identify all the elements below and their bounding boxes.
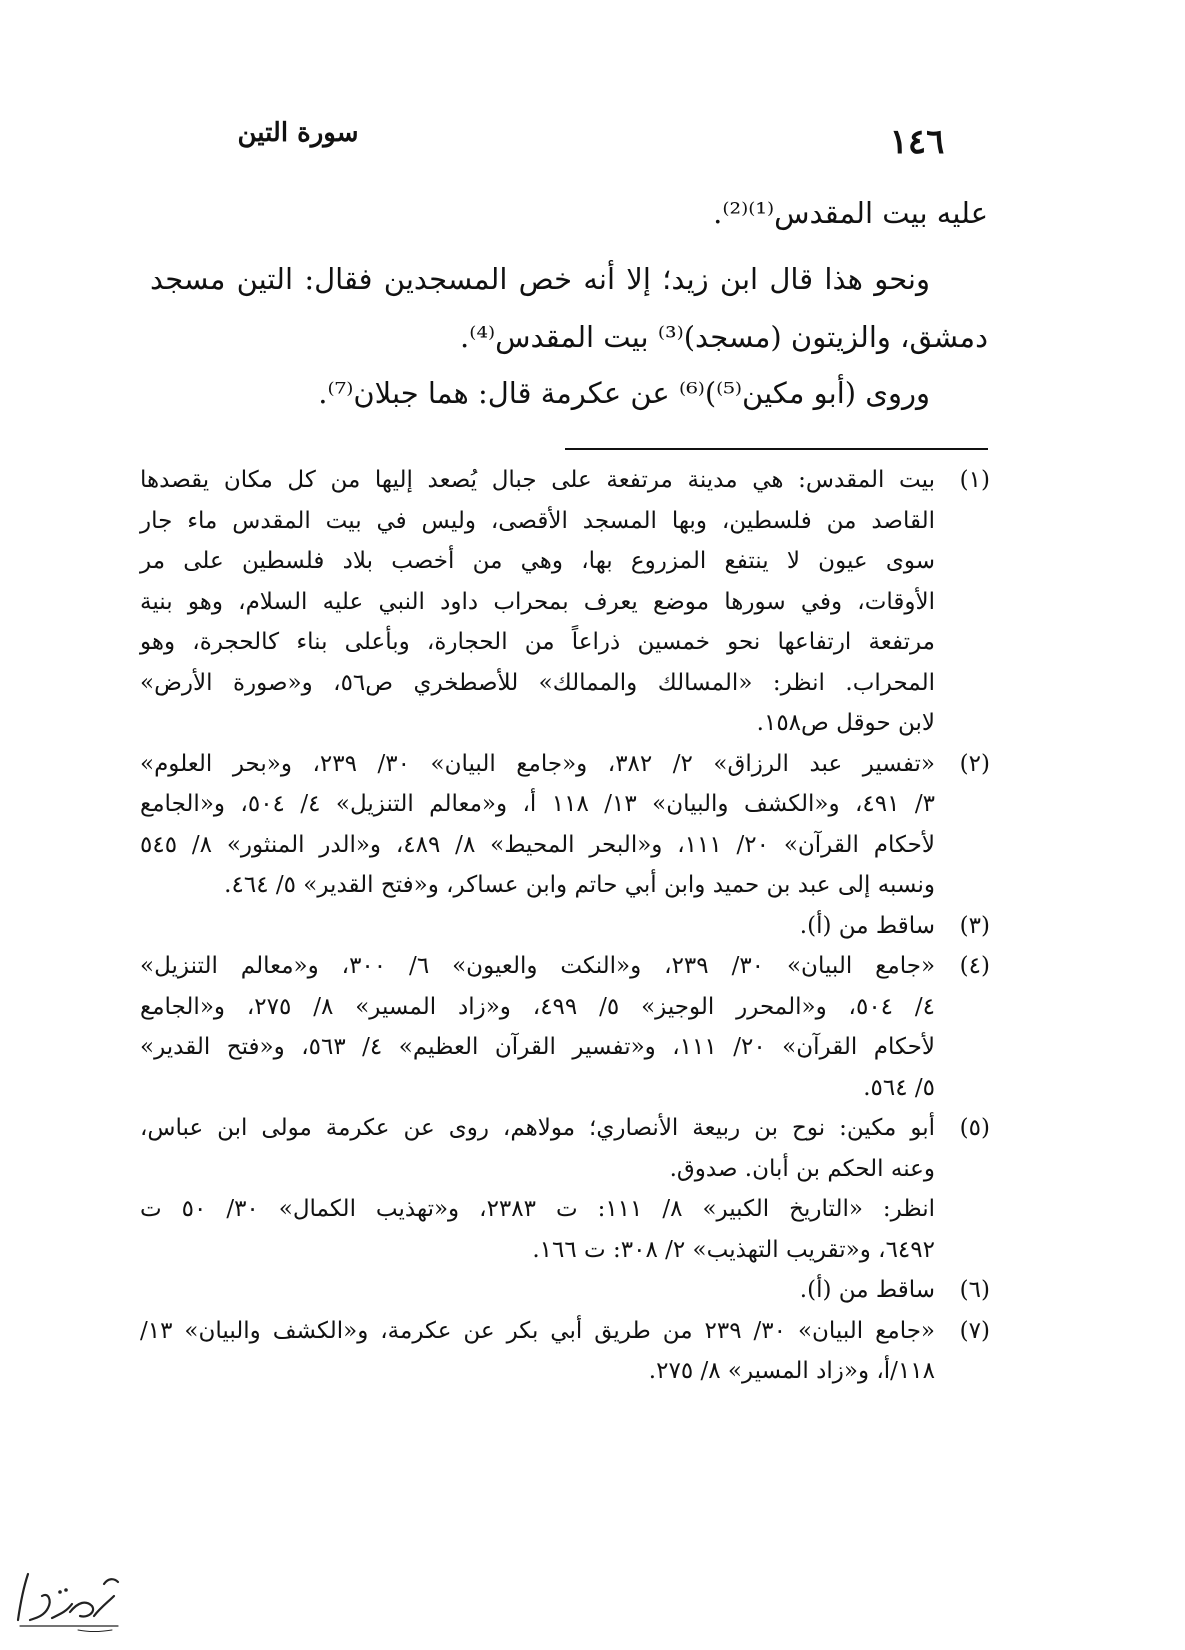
footnote-number: (٧) (959, 1317, 990, 1344)
footnote-body (140, 906, 935, 947)
footnote-body (140, 1311, 935, 1392)
footnote-5 (140, 1108, 990, 1270)
footnote-line: ساقط من (أ). (799, 1277, 935, 1303)
footnote-line: وعنه الحكم بن أبان. صدوق. (669, 1155, 935, 1182)
footnote-line: ساقط من (أ). (799, 912, 935, 939)
footnote-line: بيت المقدس: هي مدينة مرتفعة على جبال يُصعد إليها من كل مكان يقصدها (140, 467, 935, 493)
footnote-line: «تفسير عبد الرزاق» ٢/ ٣٨٢، و«جامع البيان» ٣٠/ ٢٣٩، و«بحر العلوم» (140, 750, 935, 777)
footnote-line: «جامع البيان» ٣٠/ ٢٣٩، و«النكت والعيون» ٦/ ٣٠٠، و«معالم التنزيل» (140, 953, 936, 979)
footnote-body (140, 946, 935, 1108)
footnote-number: (٥) (959, 1115, 990, 1141)
footnotes-section (140, 460, 990, 1392)
main-text-line-4: وروى (أبو مكين⁽⁵⁾)⁽⁶⁾ عن عكرمة قال: هما جبلان⁽⁷⁾. (318, 376, 930, 410)
footnote-body (140, 1270, 935, 1311)
main-text-line-1: عليه بيت المقدس⁽¹⁾⁽²⁾. (713, 196, 988, 230)
footnote-divider (565, 448, 988, 450)
footnote-number: (٣) (959, 912, 990, 939)
footnote-line: القاصد من فلسطين، وبها المسجد الأقصى، وليس في بيت المقدس ماء جار (140, 507, 935, 534)
footnote-number: (٤) (959, 953, 990, 979)
footnote-line: ٣/ ٤٩١، و«الكشف والبيان» ١٣/ ١١٨ أ، و«معالم التنزيل» ٤/ ٥٠٤، و«الجامع (140, 791, 936, 817)
surah-title: سورة التين (237, 118, 359, 148)
footnote-4 (140, 946, 990, 1108)
footnote-line: ١١٨/أ، و«زاد المسير» ٨/ ٢٧٥. (648, 1358, 935, 1384)
footnote-number: (٢) (959, 750, 990, 777)
footnote-body (140, 744, 935, 906)
page-number: ١٤٦ (889, 122, 945, 162)
footnote-line: ٥/ ٥٦٤. (863, 1074, 935, 1101)
footnote-line: لابن حوقل ص١٥٨. (756, 710, 935, 736)
footnote-line: ٦٤٩٢، و«تقريب التهذيب» ٢/ ٣٠٨: ت ١٦٦. (532, 1236, 935, 1263)
footnote-2 (140, 744, 990, 906)
footnote-number: (٦) (959, 1277, 990, 1303)
footnote-line: المحراب. انظر: «المسالك والممالك» للأصطخري ص٥٦، و«صورة الأرض» (140, 669, 935, 696)
footnote-line: مرتفعة ارتفاعها نحو خمسين ذراعاً من الحجارة، وبأعلى بناء كالحجرة، وهو (140, 629, 935, 655)
footnote-1 (140, 460, 990, 744)
footnote-line: الأوقات، وفي سورها موضع يعرف بمحراب داود النبي عليه السلام، وهو بنية (140, 588, 935, 615)
footnote-line: سوى عيون لا ينتفع المزروع بها، وهي من أخصب بلاد فلسطين على مر (140, 548, 935, 574)
footnote-line: أبو مكين: نوح بن ربيعة الأنصاري؛ مولاهم، روى عن عكرمة مولى ابن عباس، (140, 1115, 935, 1141)
footnote-body (140, 1108, 935, 1270)
footnote-number: (١) (959, 467, 990, 493)
footnote-line: لأحكام القرآن» ٢٠/ ١١١، و«البحر المحيط» ٨/ ٤٨٩، و«الدر المنثور» ٨/ ٥٤٥ (140, 831, 936, 858)
footnote-line: لأحكام القرآن» ٢٠/ ١١١، و«تفسير القرآن العظيم» ٤/ ٥٦٣، و«فتح القدير» (140, 1034, 936, 1060)
footnote-7 (140, 1311, 990, 1392)
main-text-line-3: دمشق، والزيتون (مسجد)⁽³⁾ بيت المقدس⁽⁴⁾. (460, 320, 988, 354)
footnote-line: ونسبه إلى عبد بن حميد وابن أبي حاتم وابن عساكر، و«فتح القدير» ٥/ ٤٦٤. (224, 872, 935, 898)
publisher-logo-calligraphy (8, 1562, 128, 1636)
footnote-line: انظر: «التاريخ الكبير» ٨/ ١١١: ت ٢٣٨٣، و«تهذيب الكمال» ٣٠/ ٥٠ ت (140, 1196, 936, 1222)
footnote-6 (140, 1270, 990, 1311)
footnote-body (140, 460, 935, 744)
footnote-3 (140, 906, 990, 947)
main-text-line-2: ونحو هذا قال ابن زيد؛ إلا أنه خص المسجدين فقال: التين مسجد (150, 262, 930, 296)
footnote-line: ٤/ ٥٠٤، و«المحرر الوجيز» ٥/ ٤٩٩، و«زاد المسير» ٨/ ٢٧٥، و«الجامع (140, 993, 936, 1020)
footnote-line: «جامع البيان» ٣٠/ ٢٣٩ من طريق أبي بكر عن عكرمة، و«الكشف والبيان» ١٣/ (140, 1317, 935, 1344)
